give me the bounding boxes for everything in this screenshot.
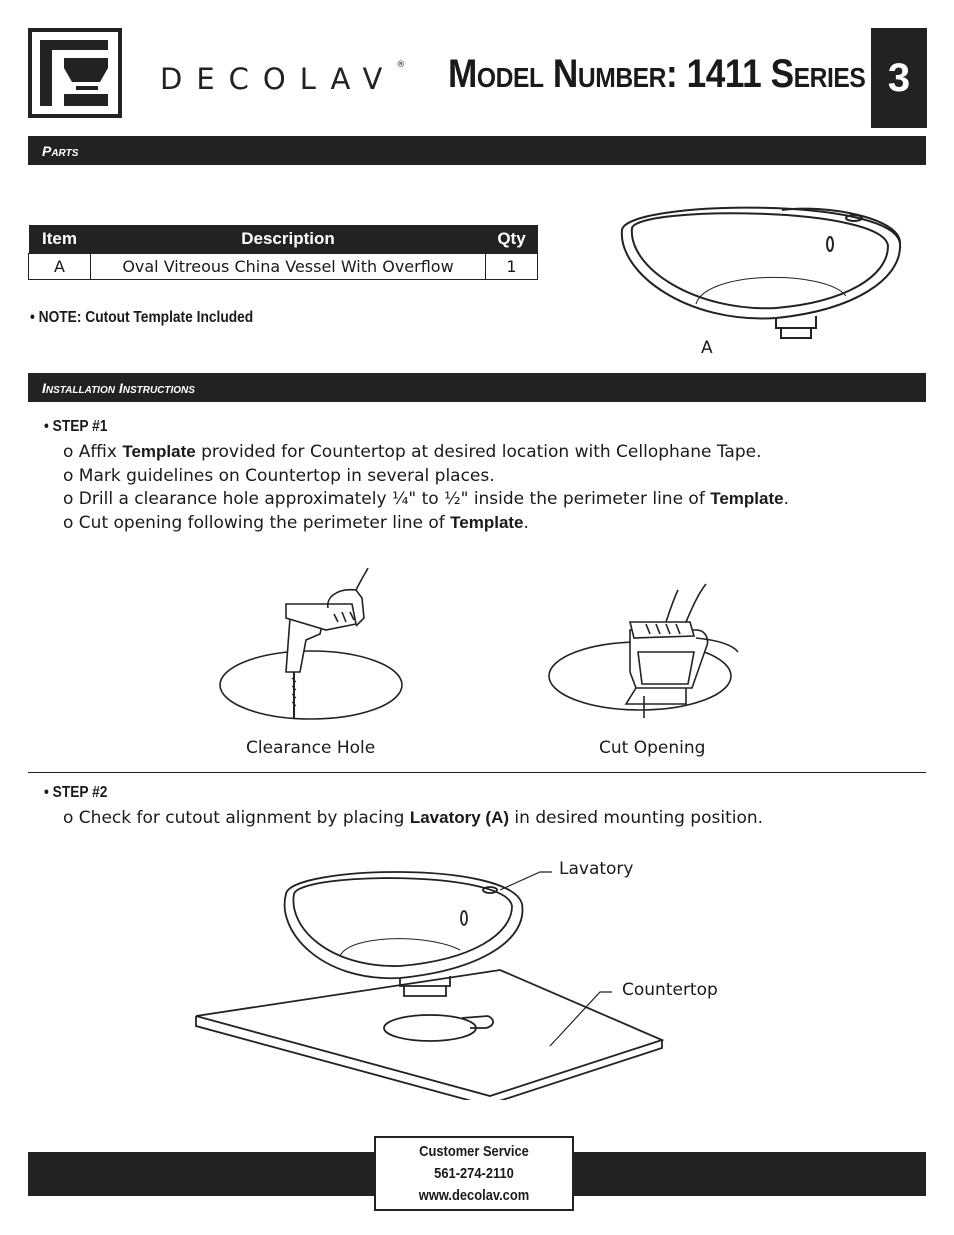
jigsaw-cut-opening-illustration bbox=[546, 580, 742, 720]
section-divider bbox=[28, 772, 926, 773]
table-row bbox=[29, 254, 538, 280]
column-header-qty: Qty bbox=[486, 225, 538, 254]
qty-cell: 1 bbox=[486, 254, 538, 280]
parts-table bbox=[28, 225, 538, 280]
step-1-heading: • STEP #1 bbox=[44, 418, 108, 435]
callout-countertop: Countertop bbox=[622, 980, 718, 1000]
description-cell: Oval Vitreous China Vessel With Overflow bbox=[91, 254, 486, 280]
vessel-sink-illustration bbox=[616, 200, 906, 345]
step-1-line: o Cut opening following the perimeter line of Template. bbox=[63, 513, 529, 533]
parts-section-header: Parts bbox=[28, 136, 926, 165]
page-title: Model Number: 1411 Series bbox=[448, 52, 866, 96]
customer-service-label: Customer Service bbox=[419, 1142, 529, 1160]
template-note: • NOTE: Cutout Template Included bbox=[30, 309, 254, 326]
step-1-line: o Affix Template provided for Countertop at desired location with Cellophane Tape. bbox=[63, 442, 762, 462]
decolav-logo-icon bbox=[28, 28, 122, 118]
step-2-line: o Check for cutout alignment by placing Lavatory (A) in desired mounting position. bbox=[63, 808, 764, 828]
figure-label-a: A bbox=[701, 338, 713, 358]
brand-name: DECOLAV® bbox=[160, 60, 406, 96]
callout-lavatory: Lavatory bbox=[559, 859, 634, 879]
step-1-line: o Mark guidelines on Countertop in several places. bbox=[63, 466, 495, 486]
figure-label-clearance-hole: Clearance Hole bbox=[246, 738, 376, 758]
step-1-line: o Drill a clearance hole approximately ¼" to ½" inside the perimeter line of Template. bbox=[63, 489, 790, 509]
step-2-heading: • STEP #2 bbox=[44, 784, 108, 801]
installation-section-header: Installation Instructions bbox=[28, 373, 926, 402]
column-header-item: Item bbox=[29, 225, 91, 254]
customer-service-box bbox=[374, 1136, 574, 1211]
figure-label-cut-opening: Cut Opening bbox=[599, 738, 706, 758]
customer-service-phone: 561-274-2110 bbox=[434, 1164, 514, 1182]
lavatory-countertop-illustration bbox=[190, 860, 670, 1100]
column-header-description: Description bbox=[91, 225, 486, 254]
customer-service-website: www.decolav.com bbox=[418, 1186, 530, 1204]
item-cell: A bbox=[29, 254, 91, 280]
page-number: 3 bbox=[871, 28, 927, 128]
drill-clearance-hole-illustration bbox=[216, 568, 406, 723]
